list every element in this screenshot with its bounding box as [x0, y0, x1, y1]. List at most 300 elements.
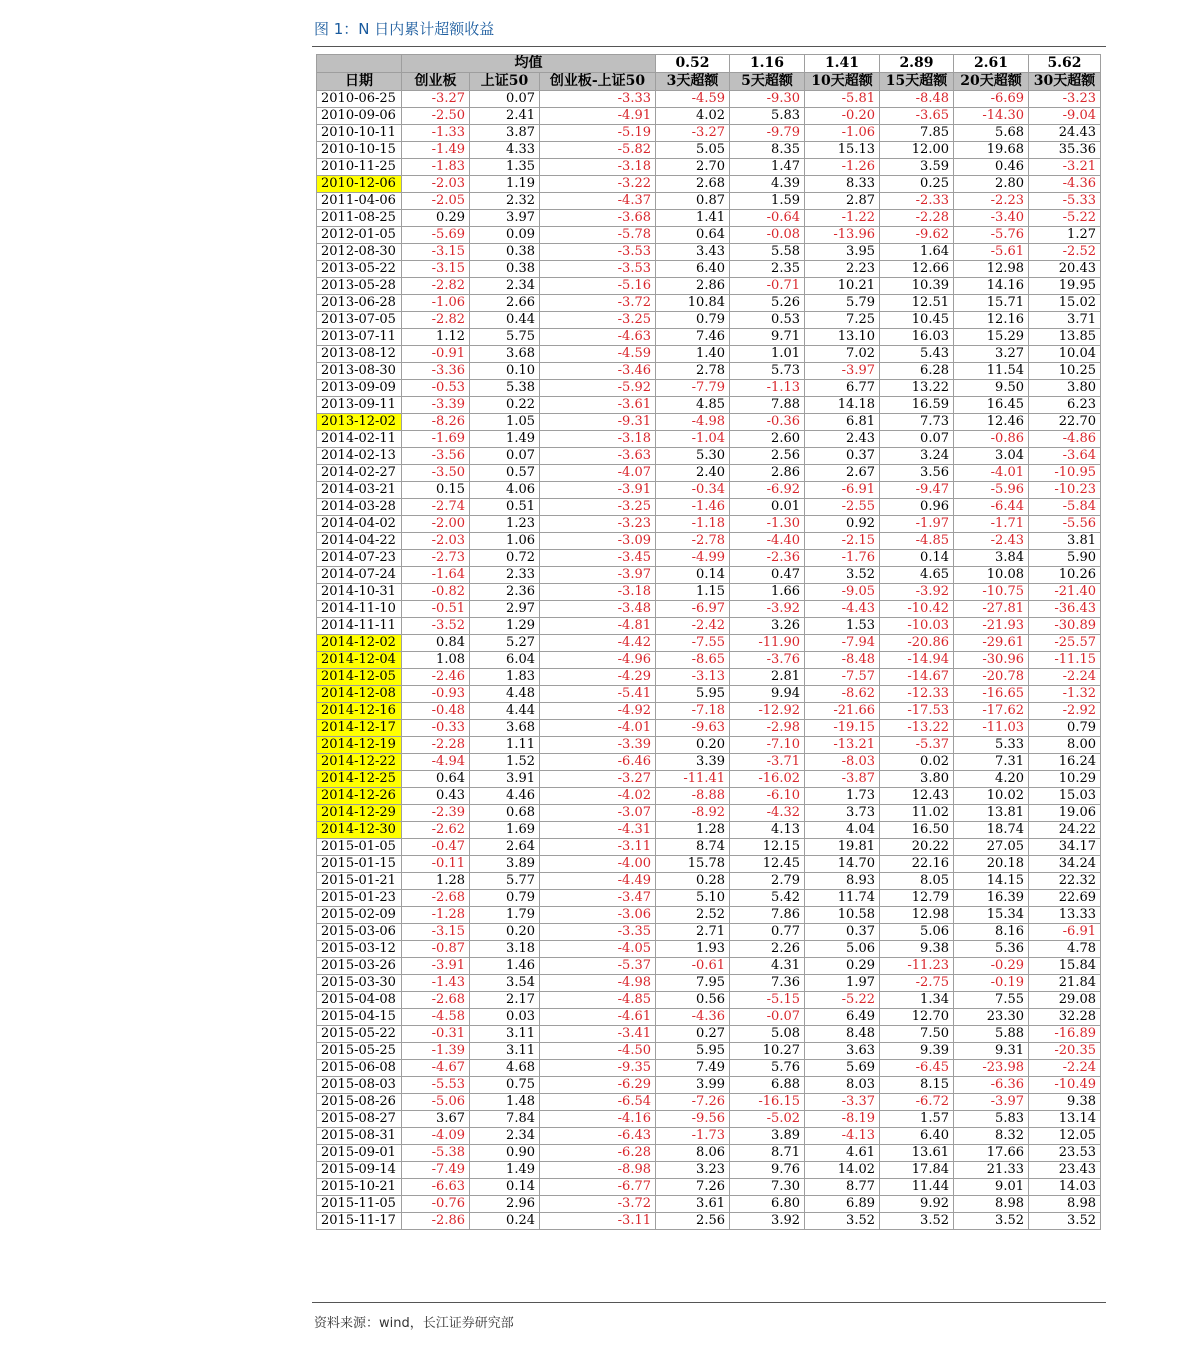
value-cell: 3.18 [470, 941, 540, 958]
value-cell: -3.35 [540, 924, 656, 941]
value-cell: 3.54 [470, 975, 540, 992]
value-cell: -5.38 [402, 1145, 470, 1162]
value-cell: 7.02 [805, 346, 880, 363]
value-cell: -4.63 [540, 329, 656, 346]
value-cell: -12.92 [730, 703, 805, 720]
date-cell: 2014-03-21 [317, 482, 402, 499]
value-cell: -0.07 [730, 1009, 805, 1026]
value-cell: -0.48 [402, 703, 470, 720]
value-cell: -2.98 [730, 720, 805, 737]
date-cell: 2010-10-15 [317, 142, 402, 159]
value-cell: -2.28 [402, 737, 470, 754]
value-cell: -7.57 [805, 669, 880, 686]
value-cell: -7.49 [402, 1162, 470, 1179]
value-cell: 13.10 [805, 329, 880, 346]
date-cell: 2015-04-08 [317, 992, 402, 1009]
value-cell: -0.47 [402, 839, 470, 856]
value-cell: 27.05 [954, 839, 1029, 856]
value-cell: 12.98 [954, 261, 1029, 278]
value-cell: -2.50 [402, 108, 470, 125]
value-cell: 0.24 [470, 1213, 540, 1230]
value-cell: 1.79 [470, 907, 540, 924]
value-cell: 0.53 [730, 312, 805, 329]
value-cell: 3.39 [656, 754, 730, 771]
value-cell: -3.15 [402, 261, 470, 278]
table-row [317, 176, 1101, 193]
table-row [317, 261, 1101, 278]
value-cell: 0.09 [470, 227, 540, 244]
date-cell: 2015-05-22 [317, 1026, 402, 1043]
value-cell: 9.01 [954, 1179, 1029, 1196]
date-cell: 2014-10-31 [317, 584, 402, 601]
column-header: 上证50 [470, 73, 540, 91]
table-row [317, 958, 1101, 975]
value-cell: 0.38 [470, 261, 540, 278]
value-cell: -3.25 [540, 312, 656, 329]
value-cell: -1.13 [730, 380, 805, 397]
mean-value: 5.62 [1029, 55, 1101, 73]
value-cell: -2.86 [402, 1213, 470, 1230]
table-row [317, 125, 1101, 142]
value-cell: 4.13 [730, 822, 805, 839]
value-cell: -3.48 [540, 601, 656, 618]
value-cell: -14.67 [880, 669, 954, 686]
value-cell: -5.06 [402, 1094, 470, 1111]
value-cell: -5.33 [1029, 193, 1101, 210]
value-cell: -6.69 [954, 91, 1029, 108]
table-row [317, 1077, 1101, 1094]
table-row [317, 278, 1101, 295]
value-cell: -3.27 [540, 771, 656, 788]
value-cell: -5.61 [954, 244, 1029, 261]
table-row [317, 346, 1101, 363]
value-cell: -6.72 [880, 1094, 954, 1111]
value-cell: 1.15 [656, 584, 730, 601]
value-cell: 2.26 [730, 941, 805, 958]
value-cell: -6.28 [540, 1145, 656, 1162]
table-row [317, 584, 1101, 601]
value-cell: 1.59 [730, 193, 805, 210]
value-cell: -2.46 [402, 669, 470, 686]
value-cell: -4.42 [540, 635, 656, 652]
value-cell: -4.29 [540, 669, 656, 686]
table-row [317, 210, 1101, 227]
value-cell: 10.04 [1029, 346, 1101, 363]
value-cell: 3.68 [470, 346, 540, 363]
value-cell: -4.07 [540, 465, 656, 482]
table-row [317, 975, 1101, 992]
date-cell: 2013-09-11 [317, 397, 402, 414]
value-cell: -4.01 [954, 465, 1029, 482]
value-cell: -21.93 [954, 618, 1029, 635]
source-note: 资料来源：wind，长江证券研究部 [314, 1316, 514, 1331]
value-cell: 12.46 [954, 414, 1029, 431]
value-cell: -4.81 [540, 618, 656, 635]
value-cell: 2.56 [656, 1213, 730, 1230]
value-cell: -4.91 [540, 108, 656, 125]
date-cell: 2015-11-05 [317, 1196, 402, 1213]
value-cell: 2.17 [470, 992, 540, 1009]
value-cell: 2.35 [730, 261, 805, 278]
value-cell: 10.39 [880, 278, 954, 295]
value-cell: 2.64 [470, 839, 540, 856]
table-row [317, 1094, 1101, 1111]
value-cell: -1.97 [880, 516, 954, 533]
table-row [317, 329, 1101, 346]
value-cell: 15.71 [954, 295, 1029, 312]
date-cell: 2015-06-08 [317, 1060, 402, 1077]
value-cell: -10.03 [880, 618, 954, 635]
value-cell: -9.31 [540, 414, 656, 431]
table-row [317, 363, 1101, 380]
value-cell: -9.47 [880, 482, 954, 499]
value-cell: 0.14 [656, 567, 730, 584]
value-cell: 8.98 [1029, 1196, 1101, 1213]
date-cell: 2012-08-30 [317, 244, 402, 261]
value-cell: 3.24 [880, 448, 954, 465]
table-row [317, 941, 1101, 958]
value-cell: -1.64 [402, 567, 470, 584]
value-cell: 5.43 [880, 346, 954, 363]
value-cell: 1.34 [880, 992, 954, 1009]
value-cell: -3.39 [540, 737, 656, 754]
value-cell: -0.61 [656, 958, 730, 975]
value-cell: -3.63 [540, 448, 656, 465]
value-cell: 4.68 [470, 1060, 540, 1077]
value-cell: 3.26 [730, 618, 805, 635]
value-cell: -2.15 [805, 533, 880, 550]
value-cell: -16.02 [730, 771, 805, 788]
value-cell: 3.11 [470, 1026, 540, 1043]
value-cell: -9.35 [540, 1060, 656, 1077]
value-cell: 2.86 [730, 465, 805, 482]
column-header: 创业板-上证50 [540, 73, 656, 91]
value-cell: 8.32 [954, 1128, 1029, 1145]
date-cell: 2014-03-28 [317, 499, 402, 516]
value-cell: 5.69 [805, 1060, 880, 1077]
date-cell: 2013-06-28 [317, 295, 402, 312]
date-cell: 2014-12-22 [317, 754, 402, 771]
value-cell: -2.52 [1029, 244, 1101, 261]
value-cell: 2.33 [470, 567, 540, 584]
value-cell: -11.23 [880, 958, 954, 975]
value-cell: 35.36 [1029, 142, 1101, 159]
value-cell: 5.79 [805, 295, 880, 312]
value-cell: 3.59 [880, 159, 954, 176]
value-cell: -25.57 [1029, 635, 1101, 652]
value-cell: -0.87 [402, 941, 470, 958]
table-row [317, 890, 1101, 907]
value-cell: 2.36 [470, 584, 540, 601]
value-cell: 13.33 [1029, 907, 1101, 924]
date-cell: 2014-12-17 [317, 720, 402, 737]
value-cell: 0.29 [805, 958, 880, 975]
value-cell: -6.43 [540, 1128, 656, 1145]
table-row [317, 108, 1101, 125]
table-row [317, 567, 1101, 584]
value-cell: 0.43 [402, 788, 470, 805]
value-cell: 4.48 [470, 686, 540, 703]
date-cell: 2010-11-25 [317, 159, 402, 176]
value-cell: 11.74 [805, 890, 880, 907]
value-cell: 22.69 [1029, 890, 1101, 907]
table-row [317, 295, 1101, 312]
value-cell: -5.22 [1029, 210, 1101, 227]
date-cell: 2014-02-13 [317, 448, 402, 465]
value-cell: -1.28 [402, 907, 470, 924]
value-cell: 8.00 [1029, 737, 1101, 754]
table-row [317, 618, 1101, 635]
value-cell: 4.46 [470, 788, 540, 805]
value-cell: 1.41 [656, 210, 730, 227]
date-cell: 2014-12-19 [317, 737, 402, 754]
value-cell: 6.81 [805, 414, 880, 431]
value-cell: 6.04 [470, 652, 540, 669]
value-cell: -6.77 [540, 1179, 656, 1196]
value-cell: 7.25 [805, 312, 880, 329]
value-cell: 3.99 [656, 1077, 730, 1094]
value-cell: 2.81 [730, 669, 805, 686]
mean-value: 2.61 [954, 55, 1029, 73]
value-cell: 4.65 [880, 567, 954, 584]
value-cell: 12.66 [880, 261, 954, 278]
value-cell: 4.20 [954, 771, 1029, 788]
value-cell: -6.63 [402, 1179, 470, 1196]
value-cell: 16.24 [1029, 754, 1101, 771]
date-cell: 2014-12-04 [317, 652, 402, 669]
table-row [317, 448, 1101, 465]
table-row [317, 1213, 1101, 1230]
value-cell: 3.97 [470, 210, 540, 227]
value-cell: -3.46 [540, 363, 656, 380]
value-cell: 3.89 [470, 856, 540, 873]
value-cell: 5.75 [470, 329, 540, 346]
value-cell: 4.85 [656, 397, 730, 414]
value-cell: 2.32 [470, 193, 540, 210]
table-row [317, 924, 1101, 941]
value-cell: 7.73 [880, 414, 954, 431]
value-cell: -3.97 [805, 363, 880, 380]
value-cell: -2.42 [656, 618, 730, 635]
date-cell: 2015-03-12 [317, 941, 402, 958]
value-cell: -7.55 [656, 635, 730, 652]
value-cell: -4.85 [540, 992, 656, 1009]
value-cell: -4.36 [1029, 176, 1101, 193]
value-cell: -1.06 [805, 125, 880, 142]
value-cell: -3.92 [730, 601, 805, 618]
value-cell: 1.64 [880, 244, 954, 261]
date-cell: 2014-12-08 [317, 686, 402, 703]
date-cell: 2014-04-02 [317, 516, 402, 533]
value-cell: -5.19 [540, 125, 656, 142]
value-cell: -9.63 [656, 720, 730, 737]
value-cell: 7.36 [730, 975, 805, 992]
value-cell: -5.84 [1029, 499, 1101, 516]
value-cell: 12.15 [730, 839, 805, 856]
value-cell: -4.98 [540, 975, 656, 992]
mean-label: 均值 [402, 55, 656, 73]
value-cell: 7.84 [470, 1111, 540, 1128]
date-cell: 2010-10-11 [317, 125, 402, 142]
value-cell: -1.69 [402, 431, 470, 448]
value-cell: -3.15 [402, 244, 470, 261]
value-cell: 20.22 [880, 839, 954, 856]
value-cell: 34.17 [1029, 839, 1101, 856]
value-cell: -4.37 [540, 193, 656, 210]
value-cell: 6.40 [656, 261, 730, 278]
value-cell: 3.84 [954, 550, 1029, 567]
value-cell: -2.82 [402, 312, 470, 329]
value-cell: 5.10 [656, 890, 730, 907]
column-header: 10天超额 [805, 73, 880, 91]
value-cell: 6.28 [880, 363, 954, 380]
value-cell: 1.35 [470, 159, 540, 176]
value-cell: -0.36 [730, 414, 805, 431]
value-cell: 8.98 [954, 1196, 1029, 1213]
value-cell: 34.24 [1029, 856, 1101, 873]
value-cell: -1.71 [954, 516, 1029, 533]
value-cell: -9.30 [730, 91, 805, 108]
value-cell: 3.52 [1029, 1213, 1101, 1230]
value-cell: 1.57 [880, 1111, 954, 1128]
header-row-columns [317, 73, 1101, 91]
value-cell: 0.64 [402, 771, 470, 788]
value-cell: -7.10 [730, 737, 805, 754]
value-cell: -3.11 [540, 1213, 656, 1230]
value-cell: -17.62 [954, 703, 1029, 720]
value-cell: 17.84 [880, 1162, 954, 1179]
value-cell: -11.41 [656, 771, 730, 788]
value-cell: -27.81 [954, 601, 1029, 618]
value-cell: -20.35 [1029, 1043, 1101, 1060]
value-cell: -8.62 [805, 686, 880, 703]
date-cell: 2015-01-23 [317, 890, 402, 907]
value-cell: 21.84 [1029, 975, 1101, 992]
table-row [317, 1043, 1101, 1060]
value-cell: -4.92 [540, 703, 656, 720]
value-cell: 3.89 [730, 1128, 805, 1145]
table-row [317, 1111, 1101, 1128]
value-cell: 16.39 [954, 890, 1029, 907]
table-row [317, 856, 1101, 873]
value-cell: 1.29 [470, 618, 540, 635]
value-cell: 5.95 [656, 1043, 730, 1060]
table-row [317, 1009, 1101, 1026]
value-cell: 12.51 [880, 295, 954, 312]
table-row [317, 431, 1101, 448]
value-cell: -2.74 [402, 499, 470, 516]
value-cell: 23.53 [1029, 1145, 1101, 1162]
value-cell: -3.91 [540, 482, 656, 499]
value-cell: 9.92 [880, 1196, 954, 1213]
value-cell: -8.65 [656, 652, 730, 669]
date-cell: 2015-05-25 [317, 1043, 402, 1060]
value-cell: 0.29 [402, 210, 470, 227]
value-cell: 3.95 [805, 244, 880, 261]
top-rule [312, 46, 1106, 47]
value-cell: -5.37 [540, 958, 656, 975]
value-cell: 1.49 [470, 1162, 540, 1179]
table-row [317, 907, 1101, 924]
date-cell: 2011-08-25 [317, 210, 402, 227]
value-cell: -2.03 [402, 176, 470, 193]
value-cell: 24.43 [1029, 125, 1101, 142]
value-cell: 15.13 [805, 142, 880, 159]
value-cell: -0.76 [402, 1196, 470, 1213]
value-cell: -3.40 [954, 210, 1029, 227]
column-header: 3天超额 [656, 73, 730, 91]
value-cell: 7.86 [730, 907, 805, 924]
value-cell: 1.97 [805, 975, 880, 992]
value-cell: 11.44 [880, 1179, 954, 1196]
value-cell: 8.15 [880, 1077, 954, 1094]
value-cell: -29.61 [954, 635, 1029, 652]
value-cell: 9.71 [730, 329, 805, 346]
value-cell: 17.66 [954, 1145, 1029, 1162]
table-row [317, 397, 1101, 414]
value-cell: 18.74 [954, 822, 1029, 839]
value-cell: -1.73 [656, 1128, 730, 1145]
value-cell: 0.51 [470, 499, 540, 516]
date-cell: 2014-07-23 [317, 550, 402, 567]
value-cell: 19.95 [1029, 278, 1101, 295]
value-cell: -21.40 [1029, 584, 1101, 601]
value-cell: -3.53 [540, 261, 656, 278]
value-cell: 1.52 [470, 754, 540, 771]
value-cell: 8.48 [805, 1026, 880, 1043]
value-cell: -3.27 [402, 91, 470, 108]
value-cell: -2.68 [402, 992, 470, 1009]
value-cell: 5.27 [470, 635, 540, 652]
value-cell: 1.66 [730, 584, 805, 601]
value-cell: -3.15 [402, 924, 470, 941]
excess-return-table [316, 54, 1101, 1230]
value-cell: 22.16 [880, 856, 954, 873]
value-cell: 14.03 [1029, 1179, 1101, 1196]
value-cell: 0.75 [470, 1077, 540, 1094]
value-cell: 9.31 [954, 1043, 1029, 1060]
value-cell: 0.14 [880, 550, 954, 567]
mean-value: 2.89 [880, 55, 954, 73]
date-cell: 2015-03-06 [317, 924, 402, 941]
value-cell: -1.43 [402, 975, 470, 992]
value-cell: -3.68 [540, 210, 656, 227]
value-cell: 4.61 [805, 1145, 880, 1162]
value-cell: 6.77 [805, 380, 880, 397]
value-cell: 8.06 [656, 1145, 730, 1162]
value-cell: 1.46 [470, 958, 540, 975]
value-cell: 1.47 [730, 159, 805, 176]
value-cell: 2.79 [730, 873, 805, 890]
value-cell: -17.53 [880, 703, 954, 720]
value-cell: 4.04 [805, 822, 880, 839]
value-cell: -16.89 [1029, 1026, 1101, 1043]
value-cell: 14.15 [954, 873, 1029, 890]
value-cell: -2.43 [954, 533, 1029, 550]
value-cell: 1.49 [470, 431, 540, 448]
value-cell: 1.27 [1029, 227, 1101, 244]
value-cell: -30.96 [954, 652, 1029, 669]
date-cell: 2015-02-09 [317, 907, 402, 924]
value-cell: -4.31 [540, 822, 656, 839]
value-cell: 8.77 [805, 1179, 880, 1196]
value-cell: -3.06 [540, 907, 656, 924]
value-cell: 1.28 [656, 822, 730, 839]
value-cell: -1.33 [402, 125, 470, 142]
value-cell: 5.08 [730, 1026, 805, 1043]
value-cell: 3.91 [470, 771, 540, 788]
column-header: 5天超额 [730, 73, 805, 91]
